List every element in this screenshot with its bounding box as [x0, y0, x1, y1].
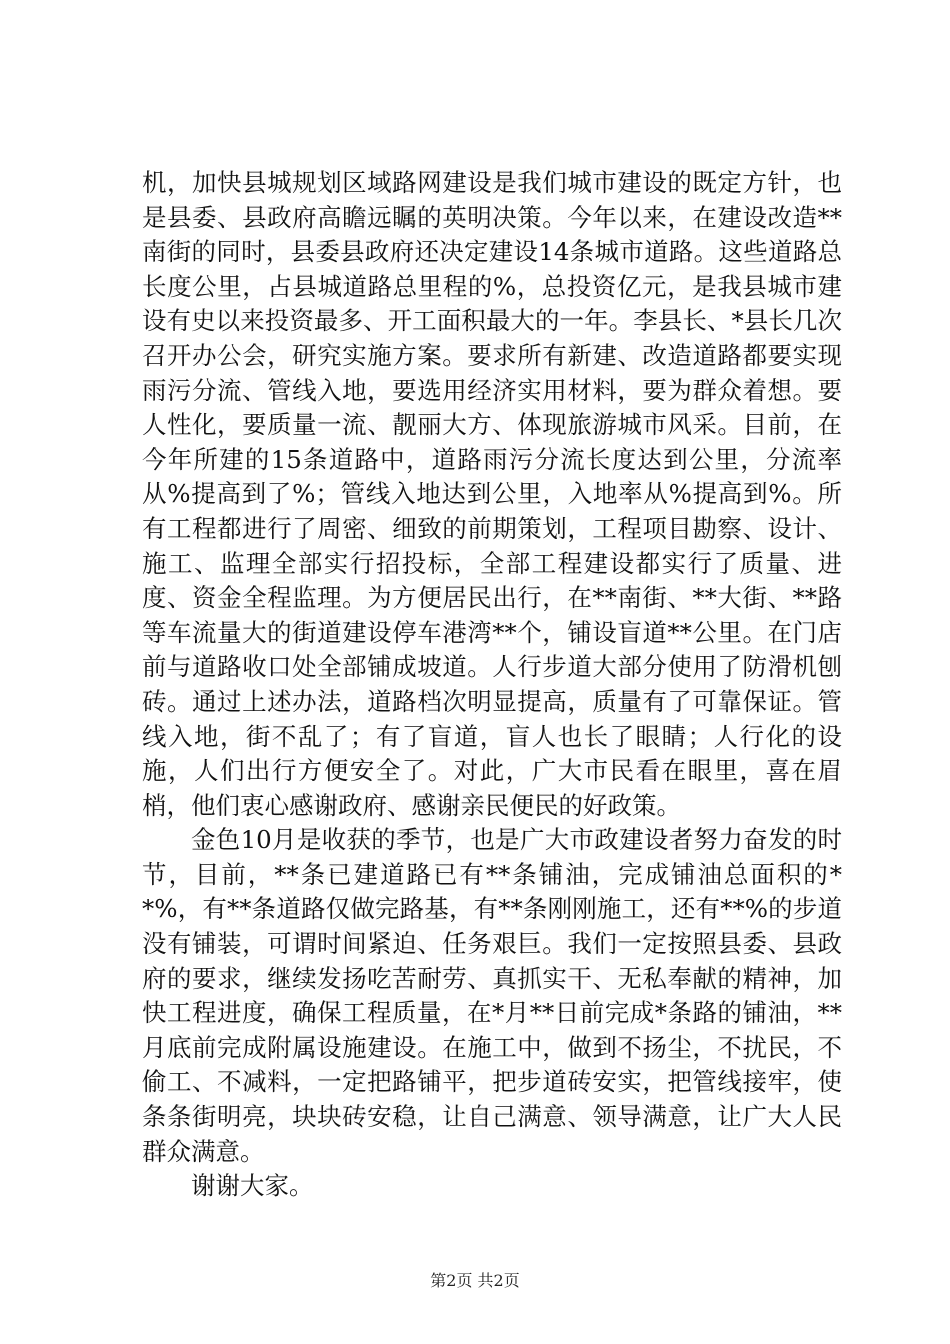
paragraph-closing: 谢谢大家。 [191, 1171, 314, 1201]
paragraph-continued: 机，加快县城规划区域路网建设是我们城市建设的既定方针，也是县委、县政府高瞻远瞩的英明决策。今年以来，在建设改造**南街的同时，县委县政府还决定建设14条城市道路。这些道路总长度公里，占县城道路总里程的%，总投资亿元，是我县城市建设有史以来投资最多、开工面积最大的一年。李县长、*县长几次召开办公会，研究实施方案。要求所有新建、改造道路都要实现雨污分流、管线入地，要选用经济实用材料，要为群众着想。要人性化，要质量一流、靓丽大方、体现旅游城市风采。目前，在今年所建的15条道路中，道路雨污分流长度达到公里，分流率从%提高到了%；管线入地达到公里，入地率从%提高到%。所有工程都进行了周密、细致的前期策划，工程项目勘察、设计、施工、监理全部实行招投标，全部工程建设都实行了质量、进度、资金全程监理。为方便居民出行，在**南街、**大街、**路等车流量大的街道建设停车港湾**个，铺设盲道**公里。在门店前与道路收口处全部铺成坡道。人行步道大部分使用了防滑机刨砖。通过上述办法，道路档次明显提高，质量有了可靠保证。管线入地，街不乱了；有了盲道，盲人也长了眼睛；人行化的设施，人们出行方便安全了。对此，广大市民看在眼里，喜在眉梢，他们衷心感谢政府、感谢亲民便民的好政策。 [142, 168, 842, 820]
document-body [142, 166, 842, 1204]
paragraph-progress: 金色10月是收获的季节，也是广大市政建设者努力奋发的时节，目前，**条已建道路已有**条铺油，完成铺油总面积的**%，有**条道路仅做完路基，有**条刚刚施工，还有**%的步道没有铺装，可谓时间紧迫、任务艰巨。我们一定按照县委、县政府的要求，继续发扬吃苦耐劳、真抓实干、无私奉献的精神，加快工程进度，确保工程质量，在*月**日前完成*条路的铺油，**月底前完成附属设施建设。在施工中，做到不扬尘，不扰民，不偷工、不减料，一定把路铺平，把步道砖安实，把管线接牢，使条条街明亮，块块砖安稳，让自己满意、领导满意，让广大人民群众满意。 [142, 825, 842, 1166]
page-footer: 第2页 共2页 [430, 1271, 520, 1290]
